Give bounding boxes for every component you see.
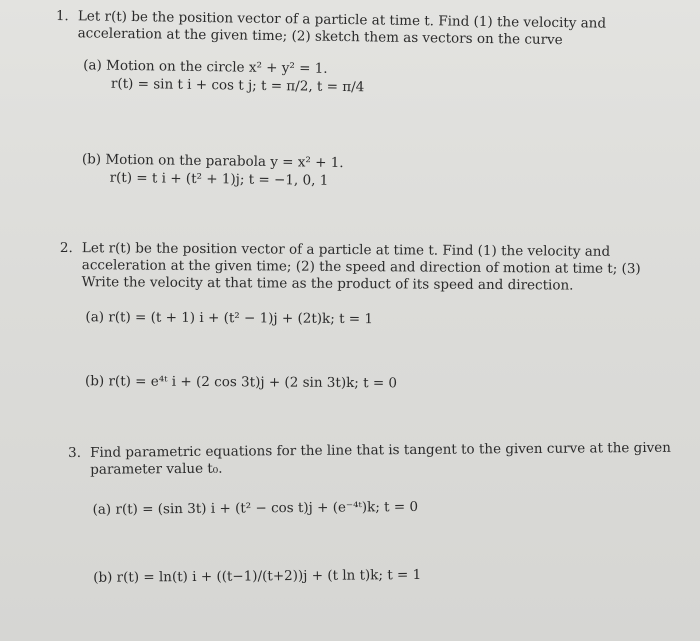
part-label: (a) — [92, 501, 112, 518]
problem-3-part-a — [92, 498, 418, 519]
problem-2 — [59, 239, 672, 392]
part-equation: r(t) = t i + (t² + 1)j; t = −1, 0, 1 — [109, 169, 329, 189]
problem-2-text: Let r(t) be the position vector of a particle at time t. Find (1) the velocity and acceleration at the given time; (2) the speed and direction of motion at time t; (3) Write the velocity at that time as the product of its speed and direction. — [81, 240, 641, 294]
problem-2-part-b — [85, 372, 397, 392]
problem-2-number: 2. — [59, 239, 73, 257]
part-label: (a) — [83, 57, 102, 74]
part-equation: r(t) = e⁴ᵗ i + (2 cos 3t)j + (2 sin 3t)k; t = 0 — [108, 373, 398, 392]
problem-1-statement — [55, 7, 678, 51]
part-text: Motion on the parabola y = x² + 1. — [105, 151, 344, 172]
problem-3-text: Find parametric equations for the line that is tangent to the given curve at the given parameter value t₀. — [89, 439, 671, 478]
problem-1-number: 1. — [55, 7, 69, 25]
part-equation: r(t) = ln(t) i + ((t−1)/(t+2))j + (t ln t)k; t = 1 — [116, 566, 422, 586]
problem-3-number: 3. — [68, 444, 82, 462]
part-text: Motion on the circle x² + y² = 1. — [105, 57, 328, 77]
problem-3 — [68, 439, 675, 586]
part-label: (b) — [93, 569, 113, 586]
problem-3-statement — [70, 440, 675, 479]
part-label: (b) — [81, 151, 102, 168]
problem-2-part-a — [85, 308, 373, 328]
problem-1 — [55, 7, 678, 189]
problem-2-statement — [59, 239, 672, 295]
problem-1-text: Let r(t) be the position vector of a particle at time t. Find (1) the velocity and acceleration at the given time; (2) sketch them as vectors on the curve — [77, 8, 607, 49]
part-label: (b) — [84, 373, 105, 390]
part-equation: r(t) = (sin 3t) i + (t² − cos t)j + (e⁻⁴ᵗ)k; t = 0 — [115, 498, 419, 518]
problem-3-part-b — [93, 566, 421, 587]
problem-1-part-a — [83, 56, 365, 96]
problem-1-part-b — [82, 150, 344, 190]
part-equation: r(t) = sin t i + cos t j; t = π/2, t = π/4 — [110, 75, 365, 96]
part-equation: r(t) = (t + 1) i + (t² − 1)j + (2t)k; t = 1 — [108, 309, 374, 328]
part-label: (a) — [85, 309, 105, 326]
